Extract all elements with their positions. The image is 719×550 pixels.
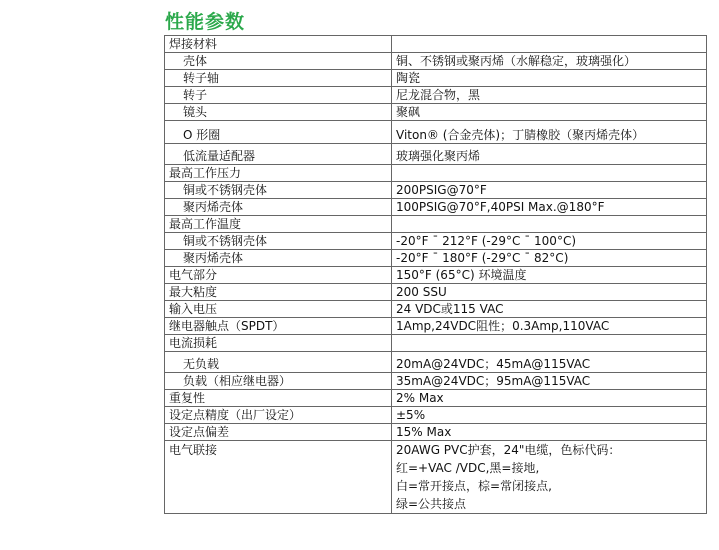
spec-label: 聚丙烯壳体 bbox=[165, 199, 392, 216]
spec-value: -20°F ¯ 212°F (-29°C ¯ 100°C) bbox=[392, 233, 707, 250]
spec-value: 35mA@24VDC；95mA@115VAC bbox=[392, 373, 707, 390]
spec-label: 重复性 bbox=[165, 390, 392, 407]
spec-value bbox=[392, 165, 707, 182]
spec-label: 设定点精度（出厂设定） bbox=[165, 407, 392, 424]
spec-value: 200PSIG@70°F bbox=[392, 182, 707, 199]
table-row bbox=[165, 407, 707, 424]
spec-value: 尼龙混合物，黑 bbox=[392, 87, 707, 104]
spec-value: 24 VDC或115 VAC bbox=[392, 301, 707, 318]
spec-label: 电流损耗 bbox=[165, 335, 392, 352]
table-row bbox=[165, 441, 707, 514]
table-row bbox=[165, 121, 707, 144]
table-row bbox=[165, 390, 707, 407]
spec-label: 电气联接 bbox=[165, 441, 392, 514]
table-row bbox=[165, 267, 707, 284]
spec-value: 2% Max bbox=[392, 390, 707, 407]
table-row bbox=[165, 182, 707, 199]
spec-label: 铜或不锈钢壳体 bbox=[165, 182, 392, 199]
spec-value: 1Amp,24VDC阻性；0.3Amp,110VAC bbox=[392, 318, 707, 335]
table-row bbox=[165, 335, 707, 352]
table-row bbox=[165, 53, 707, 70]
spec-label: 设定点偏差 bbox=[165, 424, 392, 441]
spec-value bbox=[392, 216, 707, 233]
spec-value: 200 SSU bbox=[392, 284, 707, 301]
table-row bbox=[165, 144, 707, 165]
spec-value-line: 红=+VAC /VDC,黑=接地, bbox=[396, 461, 540, 475]
spec-value: 玻璃强化聚丙烯 bbox=[392, 144, 707, 165]
table-row bbox=[165, 233, 707, 250]
spec-label: 输入电压 bbox=[165, 301, 392, 318]
table-row bbox=[165, 216, 707, 233]
spec-label: 镜头 bbox=[165, 104, 392, 121]
spec-label: 最大粘度 bbox=[165, 284, 392, 301]
spec-value: 20mA@24VDC；45mA@115VAC bbox=[392, 352, 707, 373]
spec-value-line: 绿=公共接点 bbox=[396, 497, 467, 511]
spec-value: -20°F ¯ 180°F (-29°C ¯ 82°C) bbox=[392, 250, 707, 267]
table-row bbox=[165, 318, 707, 335]
table-row bbox=[165, 284, 707, 301]
table-row bbox=[165, 70, 707, 87]
table-row bbox=[165, 36, 707, 53]
spec-label: O 形圈 bbox=[165, 121, 392, 144]
spec-label: 聚丙烯壳体 bbox=[165, 250, 392, 267]
spec-value: 聚砜 bbox=[392, 104, 707, 121]
spec-value: 15% Max bbox=[392, 424, 707, 441]
spec-value: 铜、不锈钢或聚丙烯（水解稳定，玻璃强化） bbox=[392, 53, 707, 70]
spec-label: 转子 bbox=[165, 87, 392, 104]
spec-label: 无负载 bbox=[165, 352, 392, 373]
spec-value-line: 白=常开接点，棕=常闭接点, bbox=[396, 479, 552, 493]
table-row bbox=[165, 104, 707, 121]
table-row bbox=[165, 301, 707, 318]
page-title: 性能参数 bbox=[165, 11, 246, 33]
spec-label: 最高工作压力 bbox=[165, 165, 392, 182]
spec-label: 电气部分 bbox=[165, 267, 392, 284]
spec-value bbox=[392, 335, 707, 352]
spec-label: 壳体 bbox=[165, 53, 392, 70]
spec-table bbox=[164, 35, 707, 514]
spec-value-line: 20AWG PVC护套，24"电缆，色标代码： bbox=[396, 443, 621, 457]
spec-label: 继电器触点（SPDT） bbox=[165, 318, 392, 335]
spec-value-multiline bbox=[392, 441, 707, 514]
spec-value bbox=[392, 36, 707, 53]
spec-value: 陶瓷 bbox=[392, 70, 707, 87]
table-row bbox=[165, 373, 707, 390]
spec-label: 焊接材料 bbox=[165, 36, 392, 53]
spec-label: 转子轴 bbox=[165, 70, 392, 87]
table-row bbox=[165, 250, 707, 267]
table-row bbox=[165, 87, 707, 104]
spec-value: 100PSIG@70°F,40PSI Max.@180°F bbox=[392, 199, 707, 216]
spec-label: 低流量适配器 bbox=[165, 144, 392, 165]
table-row bbox=[165, 424, 707, 441]
spec-label: 铜或不锈钢壳体 bbox=[165, 233, 392, 250]
spec-value: 150°F (65°C) 环境温度 bbox=[392, 267, 707, 284]
spec-label: 负载（相应继电器） bbox=[165, 373, 392, 390]
spec-value: Viton® (合金壳体)；丁腈橡胶（聚丙烯壳体） bbox=[392, 121, 707, 144]
table-row bbox=[165, 352, 707, 373]
spec-label: 最高工作温度 bbox=[165, 216, 392, 233]
table-row bbox=[165, 165, 707, 182]
spec-value: ±5% bbox=[392, 407, 707, 424]
table-row bbox=[165, 199, 707, 216]
